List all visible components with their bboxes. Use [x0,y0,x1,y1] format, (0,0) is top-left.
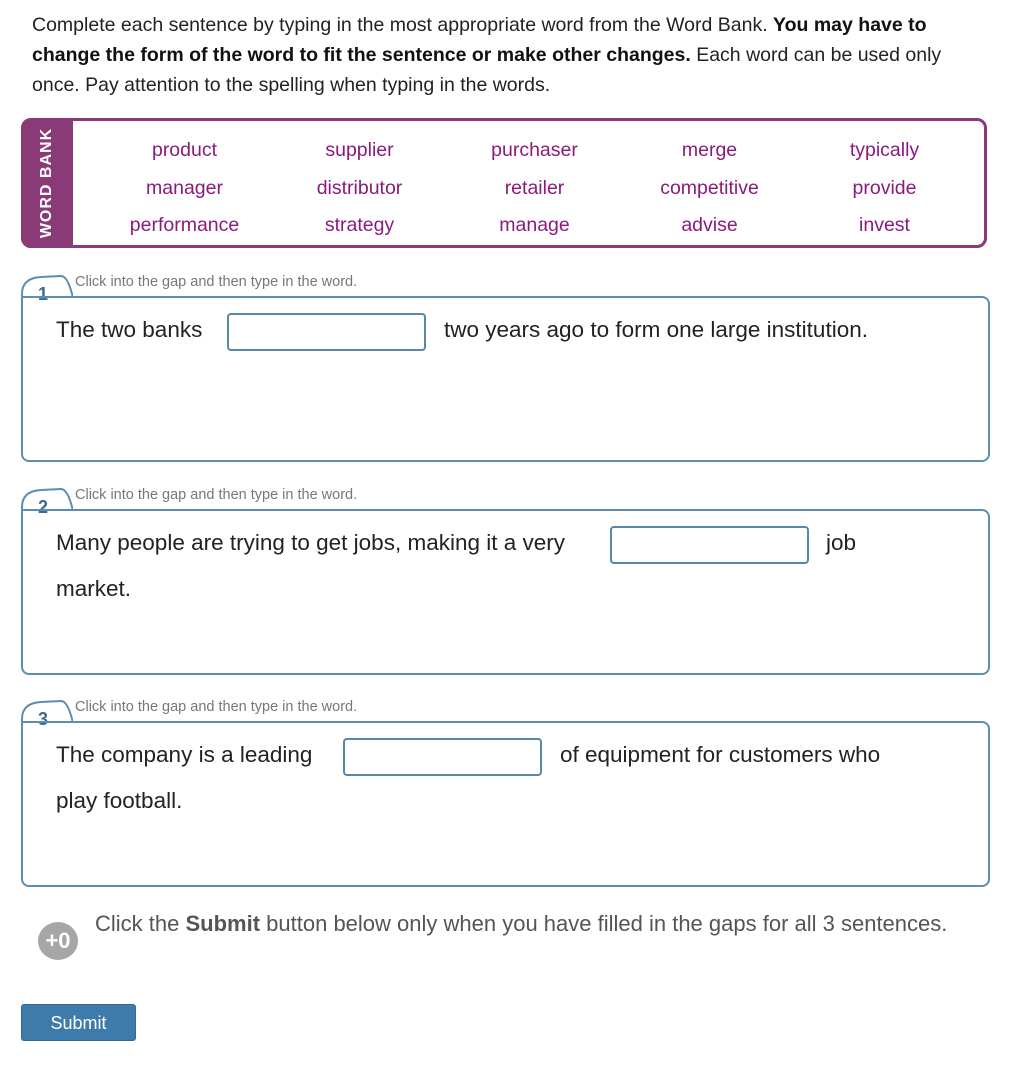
question-hint: Click into the gap and then type in the word. [75,274,358,290]
question-text-before: The company is a leading [56,742,313,767]
word-bank-item[interactable]: provide [852,176,917,199]
question-text-after: job [826,530,857,555]
submit-note-prefix: Click the [95,911,186,936]
question-hint: Click into the gap and then type in the word. [75,487,358,503]
submit-note-suffix: button below only when you have filled in the gaps for all 3 sentences. [260,911,948,936]
word-bank-item[interactable]: advise [681,214,738,236]
gap-input[interactable] [227,313,426,351]
instructions-text-end: Each word can be used only once. Pay attention to the spelling when typing in the words. [32,44,942,96]
question-text-continuation: market. [56,576,132,601]
question-number: 3 [38,709,49,729]
instructions [32,10,982,100]
word-bank-item[interactable]: merge [681,139,738,161]
word-bank-item[interactable]: invest [859,214,910,236]
question-text-after: two years ago to form one large institution. [444,317,868,342]
word-bank-label-bar [21,118,73,248]
submit-note [95,911,947,937]
instructions-bold-text: You may have to change the form of the word to fit the sentence or make other changes. [32,14,927,66]
score-badge: +0 [38,922,78,960]
submit-note-bold: Submit [185,911,261,936]
question-text-before: The two banks [56,317,203,342]
word-bank-item[interactable]: competitive [660,176,759,199]
question-hint: Click into the gap and then type in the word. [75,699,358,715]
instructions-text: Complete each sentence by typing in the most appropriate word from the Word Bank. [32,14,774,36]
word-bank-item[interactable]: purchaser [491,139,578,161]
submit-button[interactable]: Submit [21,1004,136,1041]
word-bank-item[interactable]: performance [129,214,240,236]
gap-input[interactable] [610,526,809,564]
question-number: 1 [38,284,49,304]
word-bank-item[interactable]: typically [849,139,920,161]
word-bank [21,118,987,248]
question-text-after: of equipment for customers who [560,742,881,767]
word-bank-item[interactable]: distributor [316,176,403,199]
question-number: 2 [38,497,49,517]
word-bank-item[interactable]: strategy [324,214,395,236]
word-bank-item[interactable]: supplier [325,139,394,161]
question-text-before: Many people are trying to get jobs, making it a very [56,530,566,555]
gap-input[interactable] [343,738,542,776]
word-bank-label: WORD BANK [38,127,55,239]
word-bank-grid [97,132,973,245]
word-bank-item[interactable]: manage [499,214,570,236]
word-bank-item[interactable]: product [151,139,218,161]
word-bank-item[interactable]: manager [146,176,223,199]
question-text-continuation: play football. [56,788,183,813]
word-bank-item[interactable]: retailer [504,176,565,199]
